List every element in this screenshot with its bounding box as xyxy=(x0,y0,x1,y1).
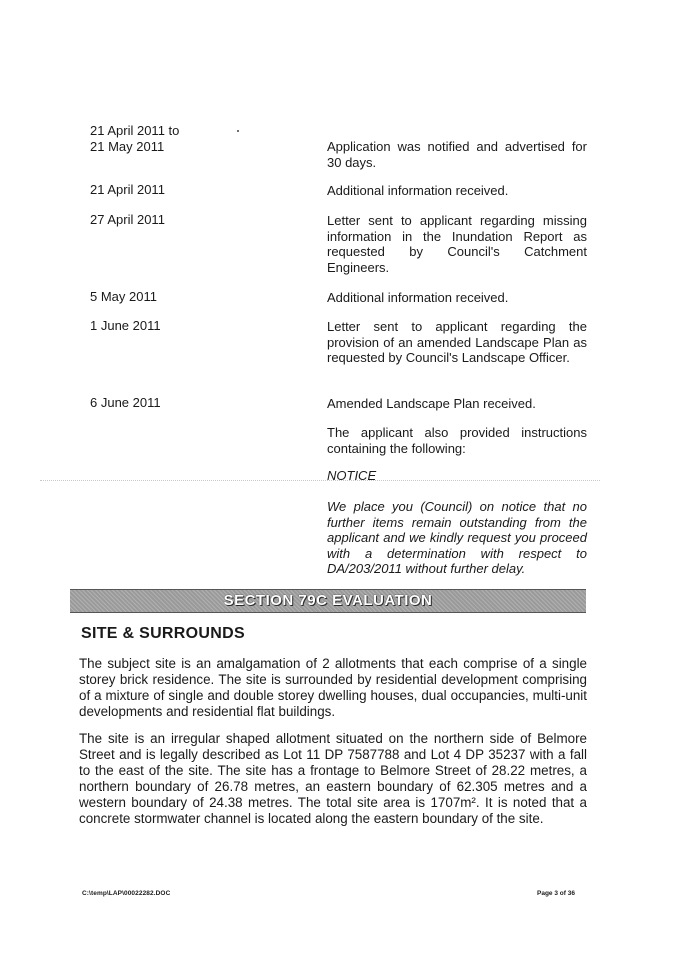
timeline-description: Letter sent to applicant regarding missing information in the Inundation Report as requested by Council's Catchment Engineers. xyxy=(327,213,587,275)
scan-speck xyxy=(237,130,239,132)
timeline-date: 21 April 2011 xyxy=(90,182,165,197)
notice-text: We place you (Council) on notice that no further items remain outstanding from the applicant and we kindly request you proceed with a determination with respect to DA/203/2011 without further delay. xyxy=(327,499,587,576)
timeline-date: 1 June 2011 xyxy=(90,318,161,333)
paragraph: The subject site is an amalgamation of 2 allotments that each comprise of a single storey brick residence. The site is surrounded by residential development comprising of a mixture of single and double storey dwelling houses, dual occupancies, multi-unit developments and residential flat buildings. xyxy=(79,656,587,719)
timeline-date: 6 June 2011 xyxy=(90,395,161,410)
timeline-description: Additional information received. xyxy=(327,290,509,305)
notice-label: NOTICE xyxy=(327,468,377,483)
footer-page-number: Page 3 of 36 xyxy=(537,890,575,897)
timeline-description: Application was notified and advertised for 30 days. xyxy=(327,139,587,170)
timeline-date: 5 May 2011 xyxy=(90,289,157,304)
section-banner xyxy=(70,589,586,613)
timeline-description: Amended Landscape Plan received. xyxy=(327,396,536,411)
paragraph: The site is an irregular shaped allotment situated on the northern side of Belmore Street and is legally described as Lot 11 DP 7587788 and Lot 4 DP 35237 with a fall to the east of the site. The site has a frontage to Belmore Street of 28.22 metres, a northern boundary of 26.78 metres, an eastern boundary of 62.305 metres and a western boundary of 24.38 metres. The total site area is 1707m². It is noted that a concrete stormwater channel is located along the eastern boundary of the site. xyxy=(79,731,587,826)
timeline-description: Letter sent to applicant regarding the provision of an amended Landscape Plan as requested by Council's Landscape Officer. xyxy=(327,319,587,365)
footer-file-path: C:\temp\LAP\00022282.DOC xyxy=(82,890,171,897)
site-heading: SITE & SURROUNDS xyxy=(81,625,245,642)
timeline-date: 27 April 2011 xyxy=(90,212,165,227)
timeline-description: Additional information received. xyxy=(327,183,509,198)
timeline-date: 21 April 2011 to 21 May 2011 xyxy=(90,123,180,154)
section-title: SECTION 79C EVALUATION xyxy=(223,592,433,609)
instructions-intro: The applicant also provided instructions containing the following: xyxy=(327,425,587,456)
